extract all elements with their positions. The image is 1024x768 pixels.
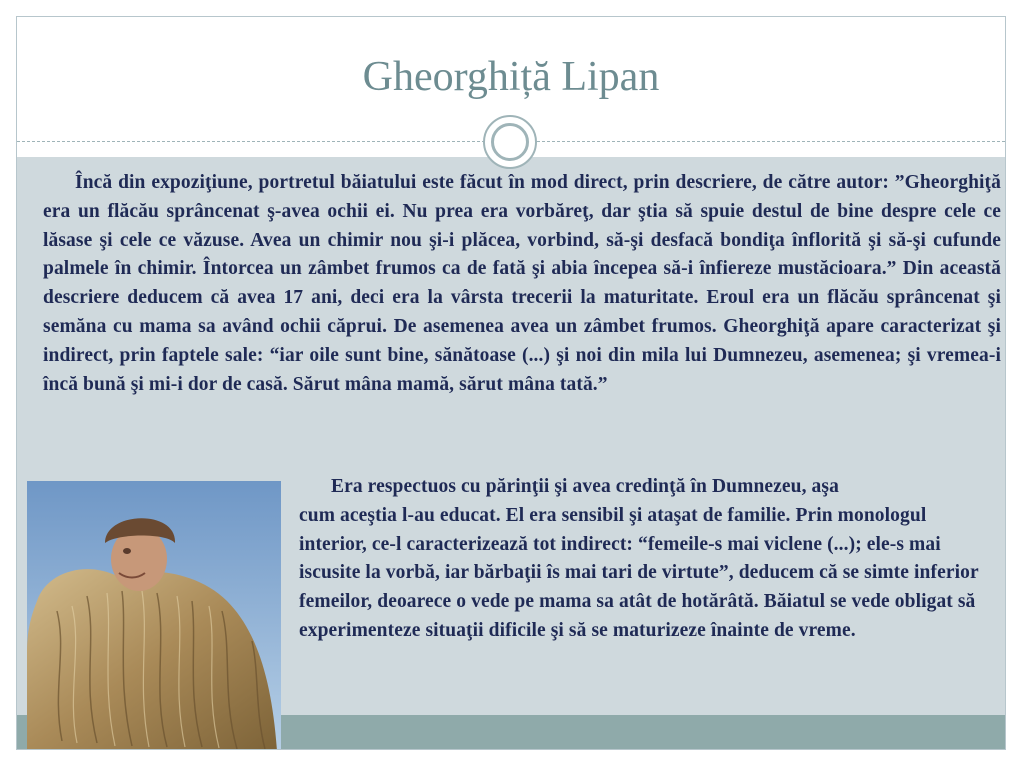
shepherd-photo xyxy=(27,481,281,750)
shepherd-in-sheepskin-coat-photo xyxy=(27,481,281,750)
double-circle-ornament-icon xyxy=(483,115,537,169)
slide-title: Gheorghiță Lipan xyxy=(362,54,660,100)
portrait-description-paragraph: Încă din expoziţiune, portretul băiatului este făcut în mod direct, prin descriere, de către autor: ”Gheorghiţă era un flăcău sprâncenat ş-avea ochii ei. Nu prea era vorbăreţ, dar ştia să spuie destul de bine despre cele ce lăsase şi cele ce văzuse. Avea un chimir nou şi-i plăcea, vorbind, să-şi desfacă bondiţa înflorită şi să-şi cufunde palmele în chimir. Întorcea un zâmbet frumos ca de fată şi abia începea să-i înfiereze mustăcioara.” Din această descriere deducem că avea 17 ani, deci era la vârsta trecerii la maturitate. Eroul era un flăcău sprâncenat şi semăna cu mama sa având ochii căprui. De asemenea avea un zâmbet frumos. Gheorghiţă apare caracterizat şi indirect, prin faptele sale: “iar oile sunt bine, sănătoase (...) şi noi din mila lui Dumnezeu, asemenea; şi vremea-i încă bună şi mi-i dor de casă. Sărut mâna mamă, sărut mâna tată.” xyxy=(43,172,1001,395)
character-traits-first-line: Era respectuos cu părinţii şi avea credinţă în Dumnezeu, aşa xyxy=(331,476,839,497)
character-traits-rest: cum aceştia l-au educat. El era sensibil şi ataşat de familie. Prin monologul interior, ce-l caracterizează tot indirect: “femeile-s mai viclene (...); ele-s mai iscusite la vorbă, iar bărbaţii îs mai tari de virtute”, deducem că se simte inferior femeilor, deoarece o vede pe mama sa atât de hotărâtă. Băiatul se vede obligat să experimenteze situaţii dificile şi să se maturizeze înainte de vreme. xyxy=(299,504,979,641)
slide xyxy=(16,16,1006,750)
ornament-inner-ring xyxy=(491,123,529,161)
character-traits-paragraph xyxy=(299,473,989,646)
